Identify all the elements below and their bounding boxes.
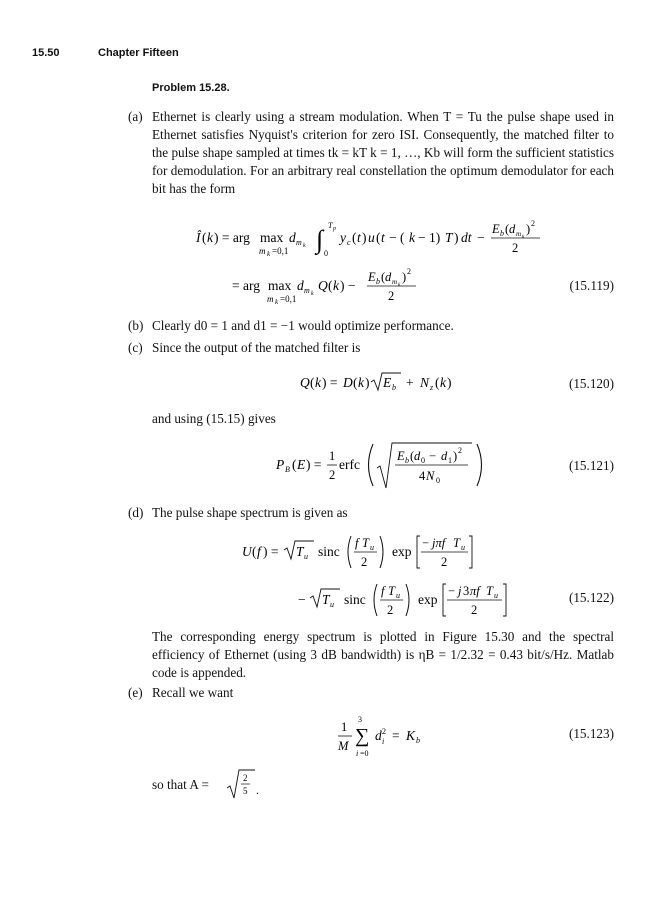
svg-text:.: . (256, 783, 259, 797)
svg-text:P: P (276, 457, 285, 472)
svg-text:E: E (383, 375, 392, 390)
svg-text:4: 4 (419, 469, 426, 483)
svg-text:b: b (405, 456, 409, 465)
svg-text:B: B (285, 465, 290, 474)
svg-text:): ) (402, 270, 407, 284)
svg-text:k: k (358, 375, 364, 390)
svg-text:f: f (355, 536, 359, 550)
svg-text:(: ( (252, 544, 257, 559)
svg-text:u: u (370, 543, 374, 552)
svg-text:−: − (298, 592, 306, 607)
svg-text:Î: Î (196, 230, 201, 245)
svg-text:(: ( (310, 375, 315, 390)
svg-text:1: 1 (329, 449, 336, 463)
svg-text:) −: ) − (340, 278, 356, 293)
svg-text:0: 0 (436, 476, 440, 485)
part-a-text: Ethernet is clearly using a stream modulation. When T = Tu the pulse shape used in Ethernet satisfies Nyquist's criterion for zero ISI. Consequently, the matched filter to the pulse shape sampled at times tk = kT k = 1, …, Kb will form the sufficient statistics for demodulation. For an arbitrary real constellation the optimum demodulator for each bit has the form (152, 109, 614, 196)
svg-text:c: c (347, 238, 351, 247)
svg-text:): ) (526, 222, 531, 236)
svg-text:1: 1 (341, 720, 348, 734)
svg-text:k: k (315, 375, 321, 390)
svg-text:u: u (461, 543, 465, 552)
equation-number-122: (15.122) (568, 590, 614, 605)
svg-text:0: 0 (421, 456, 425, 465)
page-number: 15.50 (32, 47, 60, 59)
svg-text:2: 2 (329, 468, 336, 482)
svg-text:(: ( (410, 449, 415, 463)
svg-text:−: − (477, 230, 485, 245)
svg-text:j: j (458, 584, 462, 598)
svg-text:max: max (260, 230, 284, 245)
svg-text:2: 2 (388, 289, 395, 303)
svg-text:E: E (397, 449, 405, 463)
svg-text:z: z (430, 383, 434, 392)
svg-text:(: ( (353, 375, 358, 390)
svg-text:Q: Q (318, 278, 328, 293)
part-d-after-text: The corresponding energy spectrum is plotted in Figure 15.30 and the spectral efficiency of Ethernet (using 3 dB bandwidth) is ηB = 1/2.32 = 0.43 bit/s/Hz. Matlab code is appended. (152, 629, 614, 680)
svg-text:T: T (388, 584, 395, 598)
svg-text:m: m (296, 238, 302, 247)
svg-text:∑: ∑ (355, 725, 370, 747)
svg-text:d: d (441, 449, 448, 463)
svg-text:f: f (257, 544, 261, 559)
svg-text:T: T (445, 230, 453, 245)
svg-text:πf: πf (470, 584, 480, 598)
svg-text:): ) (365, 375, 370, 390)
part-e-label: (e) (128, 685, 143, 700)
svg-text:k: k (311, 291, 314, 297)
svg-text:m: m (304, 286, 310, 295)
svg-text:=: = (392, 728, 400, 743)
svg-text:jπf: jπf (432, 536, 446, 550)
svg-text:3: 3 (463, 584, 470, 598)
svg-text:T: T (486, 584, 493, 598)
svg-text:2: 2 (382, 727, 386, 736)
svg-text:− (: − ( (389, 230, 405, 245)
svg-text:i: i (382, 737, 385, 746)
svg-text:m: m (267, 294, 274, 304)
svg-text:) = arg: ) = arg (214, 230, 250, 245)
svg-text:(: ( (505, 222, 510, 236)
equation-amplitude-value (225, 766, 265, 802)
svg-text:sinc: sinc (318, 544, 340, 559)
svg-text:y: y (340, 230, 346, 245)
svg-text:u: u (368, 230, 375, 245)
svg-text:2: 2 (531, 219, 535, 228)
svg-text:2: 2 (471, 603, 478, 617)
svg-text:T: T (322, 592, 330, 607)
svg-text:k: k (207, 230, 213, 245)
svg-text:K: K (406, 728, 416, 743)
svg-text:U: U (242, 544, 252, 559)
svg-text:2: 2 (407, 267, 411, 276)
part-c-text: Since the output of the matched filter is (152, 340, 361, 355)
svg-text:k: k (440, 375, 446, 390)
svg-text:exp: exp (392, 544, 412, 559)
svg-text:N: N (426, 469, 435, 483)
part-c-label: (c) (128, 340, 143, 355)
svg-text:5: 5 (243, 786, 248, 796)
svg-text:2: 2 (458, 446, 462, 455)
equation-average-energy (336, 712, 456, 762)
svg-text:k: k (303, 243, 306, 249)
part-a-label: (a) (128, 109, 143, 124)
equation-number-123: (15.123) (568, 726, 614, 741)
svg-text:3: 3 (358, 715, 362, 724)
svg-text:): ) (453, 449, 458, 463)
part-b-label: (b) (128, 318, 144, 333)
svg-text:b: b (500, 229, 504, 238)
equation-number-119: (15.119) (569, 278, 614, 293)
svg-text:+: + (406, 375, 414, 390)
svg-text:t: t (357, 230, 361, 245)
svg-text:1: 1 (448, 456, 452, 465)
svg-text:u: u (494, 591, 498, 600)
svg-text:dt: dt (461, 230, 472, 245)
svg-text:2: 2 (441, 555, 448, 569)
svg-text:m: m (259, 246, 266, 256)
svg-text:): ) (362, 230, 367, 245)
svg-text:2: 2 (512, 241, 519, 255)
svg-text:) =: ) = (263, 544, 279, 559)
svg-text:d: d (289, 230, 296, 245)
svg-text:−: − (422, 536, 430, 550)
svg-text:D: D (343, 375, 353, 390)
svg-text:(: ( (202, 230, 207, 245)
svg-text:b: b (416, 736, 420, 745)
svg-text:): ) (447, 375, 452, 390)
part-d-text: The pulse shape spectrum is given as (152, 505, 348, 520)
equation-demodulator (196, 212, 616, 312)
svg-text:T: T (328, 221, 333, 230)
equation-bit-error-probability (276, 438, 496, 494)
svg-text:E: E (297, 457, 306, 472)
equation-matched-filter-output (300, 370, 480, 396)
equation-pulse-spectrum (240, 528, 520, 624)
svg-text:=0,1: =0,1 (280, 294, 297, 304)
svg-text:u: u (396, 591, 400, 600)
svg-text:i: i (356, 749, 359, 758)
svg-text:(: ( (292, 457, 297, 472)
svg-text:d: d (385, 270, 392, 284)
svg-text:): ) (454, 230, 459, 245)
svg-text:2: 2 (243, 773, 248, 783)
part-b-text: Clearly d0 = 1 and d1 = −1 would optimize performance. (152, 318, 454, 333)
svg-text:E: E (368, 270, 376, 284)
svg-text:k: k (409, 230, 415, 245)
svg-text:d: d (375, 728, 382, 743)
chapter-title: Chapter Fifteen (98, 47, 179, 59)
svg-text:M: M (338, 739, 349, 753)
svg-text:erfc: erfc (339, 457, 360, 472)
part-e-after-text: so that A = (152, 777, 209, 792)
svg-text:N: N (420, 375, 430, 390)
part-d-label: (d) (128, 505, 144, 520)
svg-text:max: max (268, 278, 292, 293)
svg-text:=0,1: =0,1 (272, 246, 289, 256)
svg-text:d: d (297, 278, 304, 293)
part-e-text: Recall we want (152, 685, 234, 700)
svg-text:k: k (333, 278, 339, 293)
svg-text:k: k (522, 234, 525, 240)
svg-text:2: 2 (387, 603, 394, 617)
svg-text:d: d (414, 449, 421, 463)
svg-text:0: 0 (324, 249, 328, 258)
svg-text:(: ( (381, 270, 386, 284)
svg-text:T: T (453, 536, 460, 550)
svg-text:−: − (429, 449, 437, 463)
svg-text:b: b (392, 383, 396, 392)
svg-text:u: u (304, 552, 308, 561)
svg-text:(: ( (376, 230, 381, 245)
svg-text:k: k (398, 282, 401, 288)
svg-text:∫: ∫ (316, 225, 324, 254)
svg-text:b: b (376, 277, 380, 286)
svg-text:m: m (516, 230, 522, 238)
svg-text:t: t (381, 230, 385, 245)
svg-text:= arg: = arg (232, 278, 260, 293)
svg-text:sinc: sinc (344, 592, 366, 607)
svg-text:2: 2 (361, 555, 368, 569)
svg-text:) =: ) = (322, 375, 338, 390)
svg-text:(: ( (328, 278, 333, 293)
svg-text:T: T (296, 544, 304, 559)
svg-text:u: u (330, 600, 334, 609)
svg-text:exp: exp (418, 592, 438, 607)
svg-text:− 1): − 1) (418, 230, 441, 245)
svg-text:(: ( (435, 375, 440, 390)
svg-text:k: k (267, 250, 271, 258)
svg-text:T: T (362, 536, 369, 550)
svg-text:k: k (275, 298, 279, 306)
svg-text:Q: Q (300, 375, 310, 390)
part-c-after-text: and using (15.15) gives (152, 411, 276, 426)
svg-text:−: − (448, 584, 456, 598)
equation-number-120: (15.120) (568, 376, 614, 391)
svg-text:E: E (492, 222, 500, 236)
svg-text:) =: ) = (306, 457, 322, 472)
svg-text:f: f (381, 584, 385, 598)
svg-text:=0: =0 (360, 749, 369, 758)
problem-title: Problem 15.28. (152, 82, 230, 94)
svg-text:p: p (333, 226, 336, 232)
equation-number-121: (15.121) (568, 458, 614, 473)
svg-text:m: m (392, 278, 398, 286)
svg-text:d: d (509, 222, 516, 236)
svg-text:(: ( (352, 230, 357, 245)
